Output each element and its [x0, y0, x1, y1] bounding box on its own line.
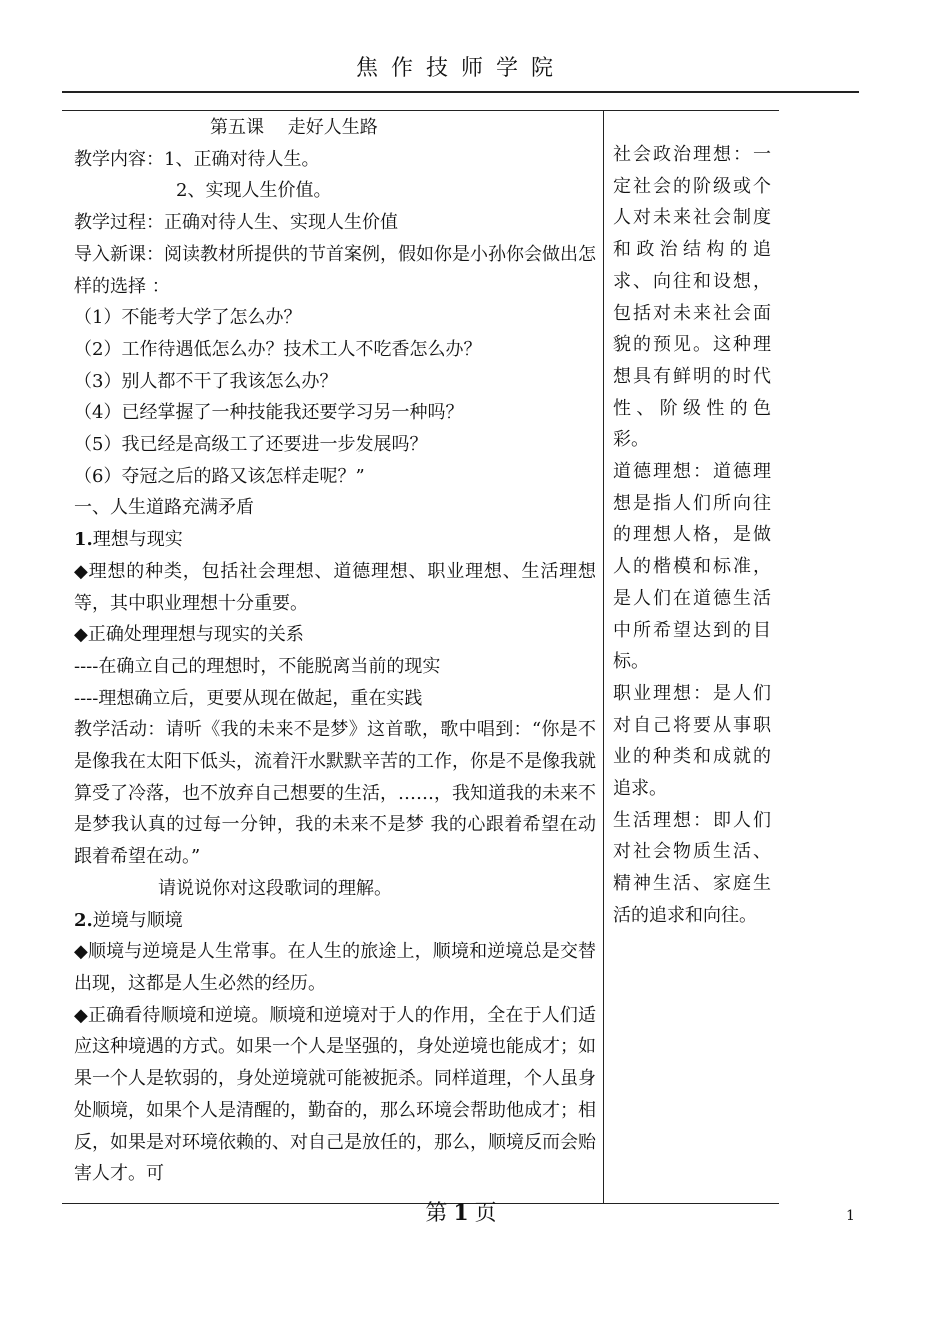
content-line: ----在确立自己的理想时，不能脱离当前的现实 [74, 655, 441, 677]
side-note: 职业理想：是人们对自己将要从事职业的种类和成就的追求。 [613, 682, 771, 800]
page-footer [0, 1198, 922, 1229]
side-notes-column [613, 139, 771, 932]
corner-page-number: 1 [846, 1208, 855, 1224]
content-line: 教学内容：1、正确对待人生。 [74, 148, 320, 170]
subsection-title: 逆境与顺境 [92, 909, 183, 931]
column-divider [603, 110, 604, 1204]
subsection-number: 2. [74, 909, 93, 931]
side-note: 道德理想：道德理想是指人们所向往的理想人格，是做人的楷模和标准，是人们在道德生活中所希望达到的目标。 [613, 461, 771, 673]
content-line: 请说说你对这段歌词的理解。 [158, 877, 392, 899]
content-paragraph: ◆理想的种类，包括社会理想、道德理想、职业理想、生活理想等，其中职业理想十分重要。 [74, 560, 596, 614]
content-line: 教学过程：正确对待人生、实现人生价值 [74, 212, 398, 234]
page-header-title: 焦作技师学院 [355, 56, 566, 81]
question-item: （1）不能考大学了怎么办？ [74, 307, 302, 329]
question-item: （2）工作待遇低怎么办？技术工人不吃香怎么办？ [74, 338, 482, 360]
lesson-title: 第五课 走好人生路 [210, 117, 378, 138]
header-rule [62, 91, 859, 93]
footer-suffix: 页 [474, 1201, 497, 1226]
side-note: 社会政治理想：一定社会的阶级或个人对未来社会制度和政治结构的追求、向往和设想，包括对未来社会面貌的预见。这种理想具有鲜明的时代性、阶级性的色彩。 [613, 144, 771, 451]
subsection-number: 1. [74, 529, 93, 551]
footer-page-number: 1 [453, 1200, 469, 1226]
main-content-column [74, 112, 596, 1190]
content-line: ----理想确立后，更要从现在做起，重在实践 [74, 687, 423, 709]
subsection-title: 理想与现实 [92, 529, 183, 551]
section-heading: 一、人生道路充满矛盾 [74, 497, 254, 519]
table-top-border [62, 110, 779, 111]
subsection-heading [74, 905, 596, 937]
content-paragraph: ◆顺境与逆境是人生常事。在人生的旅途上，顺境和逆境总是交替出现，这都是人生必然的经历。 [74, 941, 596, 994]
content-line: ◆正确处理理想与现实的关系 [74, 624, 304, 646]
subsection-heading [74, 524, 596, 556]
content-paragraph: ◆正确看待顺境和逆境。顺境和逆境对于人的作用，全在于人们适应这种境遇的方式。如果一个人是坚强的，身处逆境也能成才；如果一个人是软弱的，身处逆境就可能被扼杀。同样道理，个人虽身处顺境，如果个人是清醒的，勤奋的，那么环境会帮助他成才；相反，如果是对环境依赖的、对自己是放任的，那么，顺境反而会贻害人才。可 [74, 1004, 596, 1185]
side-note: 生活理想：即人们对社会物质生活、精神生活、家庭生活的追求和向往。 [613, 809, 771, 926]
content-paragraph: 导入新课：阅读教材所提供的节首案例，假如你是小孙你会做出怎样的选择 ： [74, 243, 596, 297]
question-item: （3）别人都不干了我该怎么办？ [74, 370, 338, 392]
question-item: （6）夺冠之后的路又该怎样走呢？” [74, 465, 365, 487]
footer-prefix: 第 [425, 1201, 448, 1226]
question-item: （5）我已经是高级工了还要进一步发展吗？ [74, 434, 428, 456]
content-line: 2、实现人生价值。 [176, 180, 332, 202]
song-lyrics-paragraph: 教学活动：请听《我的未来不是梦》这首歌，歌中唱到：“你是不是像我在太阳下低头，流着汗水默默辛苦的工作，你是不是像我就算受了冷落，也不放弃自己想要的生活，……，我知道我的未来不是梦我认真的过每一分钟，我的未来不是梦 我的心跟着希望在动 跟着希望在动。” [74, 719, 596, 868]
question-item: （4）已经掌握了一种技能我还要学习另一种吗？ [74, 402, 464, 424]
